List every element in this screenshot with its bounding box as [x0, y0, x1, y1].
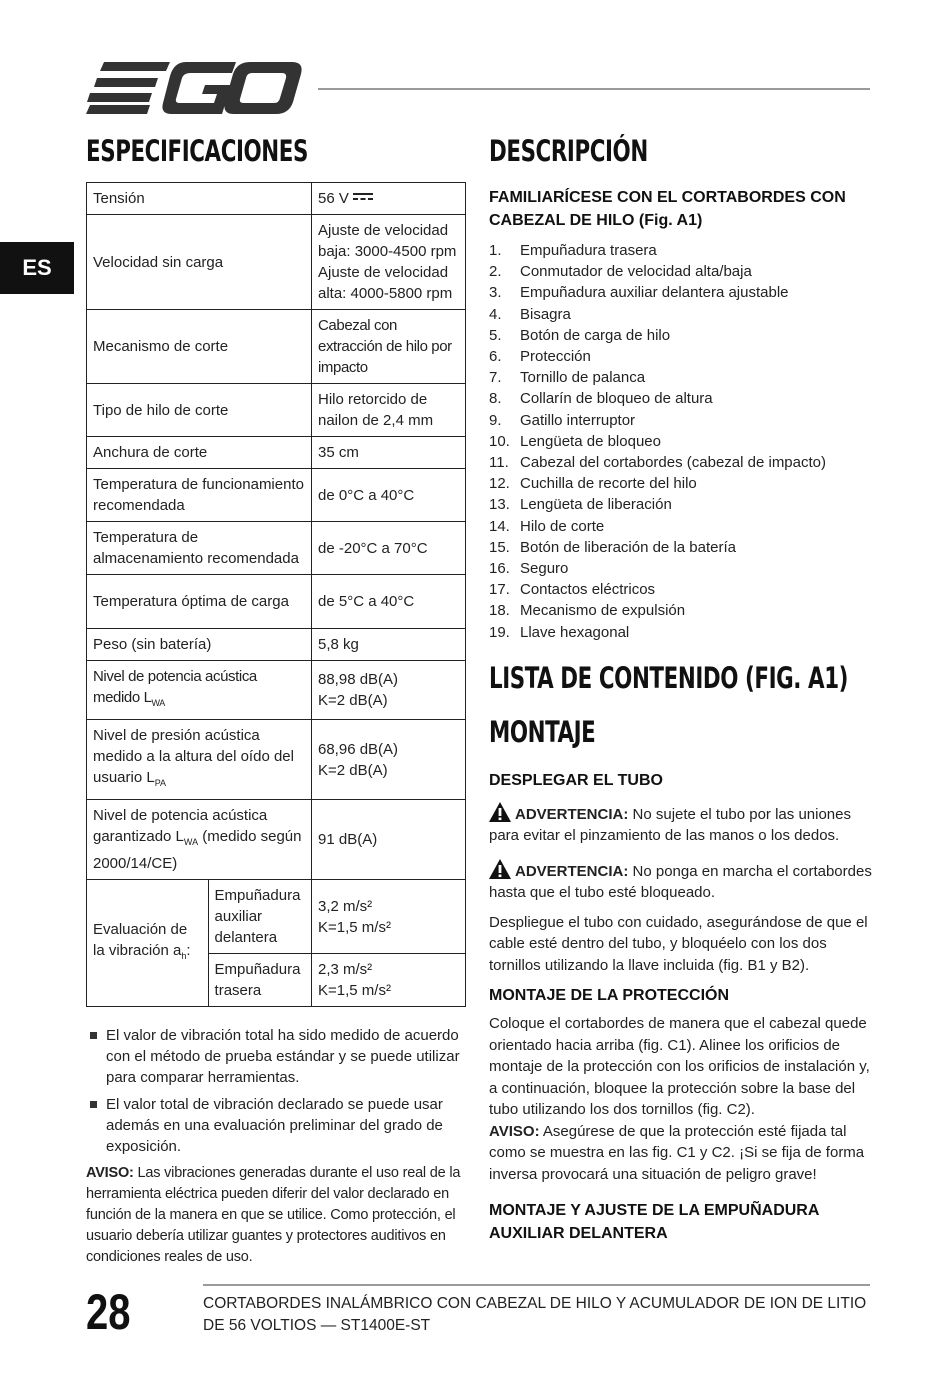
- spec-label-subscript: WA: [151, 698, 165, 708]
- item-number: 3.: [489, 284, 502, 302]
- list-item: [489, 579, 874, 600]
- table-row: [87, 629, 466, 661]
- spec-label-text: Nivel de potencia acústica garantizado L: [93, 807, 268, 845]
- warning-text: No sujete el tubo por las uniones para evitar el pinzamiento de las manos o los dedos.: [489, 805, 851, 845]
- spec-value: de 5°C a 40°C: [312, 575, 466, 629]
- dc-symbol-icon: [353, 192, 373, 202]
- item-number: 6.: [489, 348, 502, 366]
- guard-aviso: [489, 1121, 874, 1186]
- item-text: Llave hexagonal: [520, 623, 630, 641]
- table-row: [87, 384, 466, 437]
- table-row: [87, 880, 466, 954]
- aviso-label: AVISO:: [489, 1122, 540, 1140]
- aviso-text: Asegúrese de que la protección esté fijada tal como se muestra en las fig. C1 y C2. ¡Si se fija de forma inversa provocará una situación de peligro grave!: [489, 1122, 865, 1183]
- list-item: El valor total de vibración declarado se puede usar además en una evaluación preliminar del grado de exposición.: [86, 1094, 466, 1157]
- item-text: Cabezal del cortabordes (cabezal de impacto): [520, 454, 826, 472]
- item-text: Gatillo interruptor: [520, 411, 636, 429]
- unfold-heading: DESPLEGAR EL TUBO: [489, 771, 663, 789]
- spec-label: Velocidad sin carga: [87, 215, 312, 310]
- item-number: 10.: [489, 432, 510, 450]
- item-text: Botón de liberación de la batería: [520, 538, 736, 556]
- specifications-title: ESPECIFICACIONES: [86, 134, 309, 168]
- language-tab: ES: [0, 242, 74, 294]
- item-text: Lengüeta de bloqueo: [520, 432, 661, 450]
- spec-value-line: Ajuste de velocidad baja: 3000-4500 rpm: [318, 222, 457, 260]
- spec-label-text: :: [186, 942, 191, 959]
- spec-label-text: Nivel de potencia acústica medido L: [93, 668, 257, 706]
- spec-label: Temperatura de almacenamiento recomendada: [87, 522, 312, 575]
- warning-triangle-icon: [489, 859, 511, 879]
- spec-value-line: K=2 dB(A): [318, 692, 388, 709]
- list-item: [489, 240, 874, 261]
- spec-value: [312, 954, 466, 1007]
- list-item: [489, 600, 874, 621]
- list-item: [489, 388, 874, 409]
- item-text: Botón de carga de hilo: [520, 326, 671, 344]
- spec-value-line: 68,96 dB(A): [318, 740, 399, 758]
- table-row: [87, 215, 466, 310]
- spec-value-line: K=1,5 m/s²: [318, 918, 391, 936]
- left-column: [86, 134, 466, 1268]
- warning-label: ADVERTENCIA:: [515, 805, 629, 823]
- spec-sublabel: Empuñadura auxiliar delantera: [208, 880, 311, 954]
- table-row: [87, 522, 466, 575]
- table-row: [87, 720, 466, 800]
- list-item: [489, 410, 874, 431]
- spec-value: Hilo retorcido de nailon de 2,4 mm: [312, 384, 466, 437]
- table-row: [87, 469, 466, 522]
- spec-value: [312, 215, 466, 310]
- spec-value: Cabezal con extracción de hilo por impacto: [312, 310, 466, 384]
- spec-label: Mecanismo de corte: [87, 310, 312, 384]
- spec-value-line: 88,98 dB(A): [318, 671, 399, 688]
- item-text: Mecanismo de expulsión: [520, 602, 686, 620]
- spec-value: de 0°C a 40°C: [312, 469, 466, 522]
- item-number: 5.: [489, 326, 502, 344]
- spec-label: Anchura de corte: [87, 437, 312, 469]
- list-item: [489, 516, 874, 537]
- unfold-body: Despliegue el tubo con cuidado, asegurándose de que el cable esté dentro del tubo, y bloquéelo con los dos tornillos utilizando la llave incluida (fig. B1 y B2).: [489, 913, 868, 974]
- item-number: 11.: [489, 454, 509, 472]
- spec-value-line: 3,2 m/s²: [318, 897, 373, 915]
- spec-label: Tensión: [87, 183, 312, 215]
- list-item: [489, 622, 874, 643]
- guard-heading: MONTAJE DE LA PROTECCIÓN: [489, 987, 730, 1005]
- spec-label: [87, 720, 312, 800]
- item-text: Empuñadura auxiliar delantera ajustable: [520, 284, 789, 302]
- spec-label-subscript: PA: [154, 778, 167, 788]
- spec-label: Tipo de hilo de corte: [87, 384, 312, 437]
- spec-value-line: 2,3 m/s²: [318, 961, 373, 978]
- spec-label: [87, 661, 312, 720]
- spec-label-text: Nivel de presión acústica medido a la altura del oído del usuario L: [93, 727, 294, 786]
- warning-pinch: [489, 802, 874, 847]
- list-item: [489, 367, 874, 388]
- item-text: Bisagra: [520, 305, 571, 323]
- vibration-notes: [86, 1025, 466, 1157]
- parts-list: [489, 240, 874, 643]
- description-subtitle: FAMILIARÍCESE CON EL CORTABORDES CON CABEZAL DE HILO (Fig. A1): [489, 189, 846, 229]
- item-number: 7.: [489, 369, 502, 387]
- description-title: DESCRIPCIÓN: [489, 134, 648, 168]
- item-text: Protección: [520, 348, 591, 366]
- footer-title: CORTABORDES INALÁMBRICO CON CABEZAL DE HILO Y ACUMULADOR DE ION DE LITIO DE 56 VOLTIOS — ST1400E-ST: [203, 1295, 867, 1334]
- spec-value: 91 dB(A): [312, 800, 466, 880]
- assembly-title: MONTAJE: [489, 714, 596, 749]
- list-item: [489, 346, 874, 367]
- spec-value: [312, 661, 466, 720]
- page-number: 28: [86, 1284, 131, 1340]
- spec-sublabel: Empuñadura trasera: [208, 954, 311, 1007]
- spec-value-line: K=2 dB(A): [318, 761, 388, 779]
- table-row: [87, 437, 466, 469]
- spec-label-subscript: WA: [183, 837, 199, 847]
- item-number: 15.: [489, 538, 510, 556]
- item-number: 13.: [489, 496, 510, 514]
- item-number: 1.: [489, 242, 502, 259]
- item-number: 4.: [489, 305, 502, 323]
- table-row: [87, 800, 466, 880]
- list-item: [489, 452, 874, 473]
- aux-handle-heading: MONTAJE Y AJUSTE DE LA EMPUÑADURA AUXILIAR DELANTERA: [489, 1202, 819, 1243]
- contents-title: LISTA DE CONTENIDO (FIG. A1): [489, 660, 849, 695]
- list-item: [489, 325, 874, 346]
- item-number: 16.: [489, 560, 510, 578]
- spec-label: [87, 800, 312, 880]
- table-row: [87, 183, 466, 215]
- item-number: 2.: [489, 263, 502, 281]
- spec-label: Temperatura óptima de carga: [87, 575, 312, 629]
- table-row: [87, 575, 466, 629]
- right-column: [489, 134, 874, 1245]
- item-number: 17.: [489, 581, 510, 599]
- warning-text: No ponga en marcha el cortabordes hasta que el tubo esté bloqueado.: [489, 862, 872, 902]
- list-item: [489, 473, 874, 494]
- vibration-aviso: [86, 1163, 466, 1268]
- spec-label-text: Evaluación de la vibración a: [93, 921, 188, 959]
- list-item: [489, 558, 874, 579]
- list-item: [489, 537, 874, 558]
- footer-rule: [203, 1284, 870, 1286]
- spec-value: [312, 720, 466, 800]
- spec-value-line: Ajuste de velocidad alta: 4000-5800 rpm: [318, 264, 453, 302]
- warning-label: ADVERTENCIA:: [515, 862, 629, 880]
- item-number: 12.: [489, 475, 510, 493]
- list-item: [489, 494, 874, 515]
- guard-body: Coloque el cortabordes de manera que el cabezal quede orientado hacia arriba (fig. C1). Alinee los orificios de montaje de la protección con los orificios de instalación y, a continuación, bloquee la protección sobre la base del tubo utilizando los dos tornillos (fig. C2).: [489, 1015, 870, 1119]
- aviso-text: Las vibraciones generadas durante el uso real de la herramienta eléctrica pueden diferir del valor declarado en función de la manera en que se utilice. Como protección, el usuario debería utilizar guantes y protectores auditivos en condiciones reales de uso.: [86, 1165, 461, 1265]
- item-text: Tornillo de palanca: [520, 369, 646, 387]
- spec-value: 5,8 kg: [312, 629, 466, 661]
- item-number: 18.: [489, 602, 510, 620]
- voltage-value: 56 V: [318, 190, 349, 207]
- item-number: 19.: [489, 623, 510, 641]
- spec-label-subscript: h: [181, 951, 187, 961]
- aviso-label: AVISO:: [86, 1165, 134, 1181]
- item-number: 9.: [489, 411, 502, 429]
- item-text: Contactos eléctricos: [520, 581, 656, 599]
- item-text: Collarín de bloqueo de altura: [520, 390, 713, 408]
- item-number: 14.: [489, 517, 510, 535]
- spec-value: [312, 880, 466, 954]
- item-text: Hilo de corte: [520, 517, 605, 535]
- ego-logo: [86, 62, 302, 114]
- specifications-table: [86, 182, 466, 1007]
- item-text: Cuchilla de recorte del hilo: [520, 475, 697, 493]
- table-row: [87, 661, 466, 720]
- item-text: Lengüeta de liberación: [520, 496, 672, 514]
- spec-value: de -20°C a 70°C: [312, 522, 466, 575]
- spec-label-text: (medido según 2000/14/CE): [93, 828, 302, 872]
- list-item: [489, 261, 874, 282]
- item-number: 8.: [489, 390, 502, 408]
- spec-value-line: K=1,5 m/s²: [318, 982, 391, 999]
- spec-value: [312, 183, 466, 215]
- spec-label: Peso (sin batería): [87, 629, 312, 661]
- spec-label: Temperatura de funcionamiento recomendada: [87, 469, 312, 522]
- item-text: Seguro: [520, 560, 569, 578]
- warning-triangle-icon: [489, 802, 511, 822]
- list-item: [489, 282, 874, 303]
- list-item: El valor de vibración total ha sido medido de acuerdo con el método de prueba estándar y se puede utilizar para comparar herramientas.: [86, 1025, 466, 1088]
- item-text: Empuñadura trasera: [520, 242, 657, 259]
- table-row: [87, 310, 466, 384]
- item-text: Conmutador de velocidad alta/baja: [520, 263, 752, 281]
- header-rule: [318, 88, 870, 90]
- spec-label: [87, 880, 209, 1007]
- list-item: [489, 304, 874, 325]
- warning-lock: [489, 859, 874, 904]
- spec-value: 35 cm: [312, 437, 466, 469]
- list-item: [489, 431, 874, 452]
